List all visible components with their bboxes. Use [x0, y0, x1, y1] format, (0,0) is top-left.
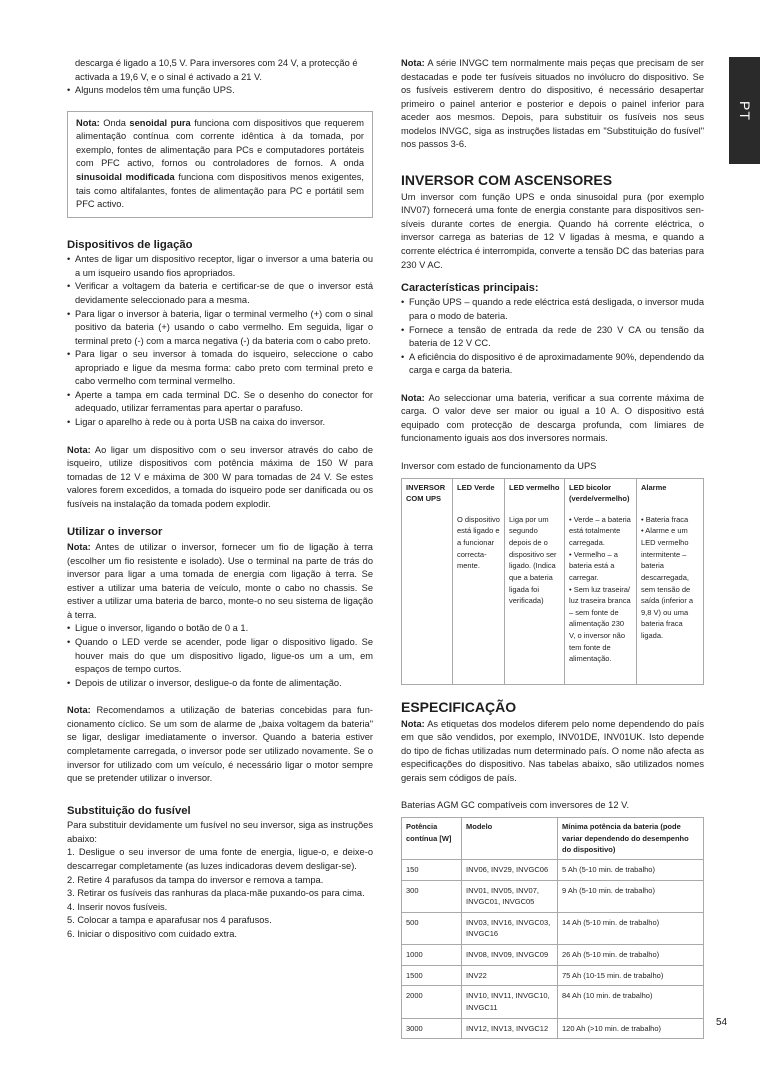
note-text: Ao seleccionar uma bateria, verificar a sua corrente máxima de carga. O valor deve ser maior ou igual a 10 A. O dispositivo está equipado com protecção de descarga profunda, com limiares de funcionamento iguais aos dos inversores normais. [401, 392, 704, 444]
note-paragraph [67, 444, 373, 512]
note-text: Onda [103, 117, 126, 128]
table-cell: INV10, INV11, INVGC10, INVGC11 [462, 986, 558, 1018]
section-body: Um inversor com função UPS e onda sinusoidal pura (por exemplo INV07) fornecerá uma fonte de energia constante para dispositivos sensíveis durante cortes de energia. Quando há corrente eléctrica, o inversor carrega as baterias de 12 V ligadas à mesma, e quando a corrente eléctrica é interrompida, converte a tensão DC das baterias para 230 V AC. [401, 191, 704, 270]
list-item: • Para ligar o inversor à bateria, ligar o terminal vermelho (+) com o sinal positivo da bateria (+) usando o cabo vermelho. Em seguida, ligar o terminal preto (-) com a marca negativa (-) da bateria com o cabo preto. [67, 308, 373, 349]
table-cell: 300 [402, 880, 462, 912]
intro-list [67, 84, 373, 98]
note-text: As etiquetas dos modelos diferem pelo nome dependendo do país em que são vendidos, por exemplo, INV01DE, INV01UK. Isto depende do tipo de fichas utilizadas num determinado país. O nome não afecta as especificações do dispositivo. Nas tabelas abaixo, são utilizados nomes gerais sem códigos de país. [401, 718, 704, 783]
table-cell: • Bateria fraca • Alarme e um LED vermelho intermitente – bateria descarregada, sem tensão de saída (inferior a 9,8 V) ou uma bateria fraca ligada. [637, 508, 704, 684]
fuse-steps [67, 846, 373, 941]
table-row [402, 859, 704, 880]
list-item: • Para ligar o seu inversor à tomada do isqueiro, seleccione o cabo apropriado e ligue da mesma forma: cabo preto com terminal preto e cabo vermelho com terminal vermelho. [67, 348, 373, 389]
table-cell: 75 Ah (10-15 min. de trabalho) [558, 965, 704, 986]
section-heading: Substituição do fusível [67, 804, 191, 817]
fuse-intro: Para substituir devidamente um fusível no seu inversor, siga as instruções abaixo: [67, 820, 373, 844]
note-label: Nota: [67, 542, 91, 553]
table-cell: 2000 [402, 986, 462, 1018]
table-cell: 500 [402, 912, 462, 944]
note-text: Antes de utilizar o inversor, fornecer um fio de ligação à terra (escolher um fio resistente e isolado). Use o terminal na parte de trás do inversor para ligar a uma tomada de energia com ligação à terra. Se estiver a utilizar uma bateria de veículo, monte o cabo no chassis. Se estiver a utilizar uma bateria de barco, monte-o no seu sistema de ligação à terra. [67, 542, 373, 620]
list-item: • Função UPS – quando a rede eléctrica está desligada, o inversor muda para o modo de bateria. [401, 296, 704, 323]
note-text: Recomendamos a utilização de baterias concebidas para funcionamento cíclico. Se um som de alarme de „baixa voltagem da bateria" se ligar, desligar imediatamente o inversor. Quando a bateria estiver completamente carregada, o inversor pode ser utilizado novamente. Se o inversor for utilizado com um veículo, é necessário ligar o motor sempre que se pretender utilizar o inversor. [67, 705, 373, 784]
table-header-cell: INVERSOR COM UPS [402, 478, 453, 508]
intro-line: descarga é ligado a 10,5 V. Para inversores com 24 V, a protecção é [75, 58, 358, 68]
list-item: • Depois de utilizar o inversor, desligue-o da fonte de alimentação. [67, 677, 373, 691]
list-item: • Quando o LED verde se acender, pode ligar o dispositivo ligado. Se houver mais do que um dispositivo ligado, ligue-os um a um, em espaços de tempo curtos. [67, 636, 373, 677]
table-header-row [402, 478, 704, 508]
note-paragraph [401, 392, 704, 446]
list-item: 1. Desligue o seu inversor de uma fonte de energia, ligue-o, e deixe-o descarregar completamente (as luzes indicadoras devem desligar-se). [67, 847, 373, 872]
note-text: funciona com dispositivos menos exigentes, tais como altifalantes, fontes de alimentação para PC e portátil sem PFC activo. [76, 171, 364, 210]
table-cell: 150 [402, 859, 462, 880]
note-text: funciona com dispositivos que requerem alimentação contínua com corrente idêntica à da tomada, por exemplo, fontes de alimentação para PCs e computadores portáteis com PFC activo, fornos ou controladores de fornos. A onda [76, 117, 365, 169]
note-label: Nota: [401, 392, 425, 403]
table-cell: • Verde – a bateria está totalmente carregada. • Vermelho – a bateria está a carregar. • Sem luz traseira/ luz traseira branca – sem fonte de alimentação 230 V, o inversor não tem fonte de alimentação. [565, 508, 637, 684]
note-label: Nota: [401, 718, 425, 729]
section-heading: INVERSOR COM ASCENSORES [401, 171, 613, 188]
table-cell: INV08, INV09, INVGC09 [462, 945, 558, 966]
note-paragraph [67, 541, 373, 622]
note-term: senoidal pura [129, 117, 191, 128]
note-text: Ao ligar um dispositivo com o seu inversor através do cabo de isqueiro, utilize dispositivos com potência máxima de 150 W para tomadas de 12 V e máxima de 300 W para tomadas de 24 V. Se estes valores forem excedidos, a tomada do isqueiro pode ser danificada ou os fusíveis na instalação da tomada podem explodir. [67, 444, 373, 509]
section-heading: Dispositivos de ligação [67, 238, 193, 251]
list-item: 4. Inserir novos fusíveis. [67, 901, 168, 912]
table-cell: INV01, INV05, INV07, INVGC01, INVGC05 [462, 880, 558, 912]
table-row [402, 508, 704, 684]
table-row [402, 880, 704, 912]
table-cell: 3000 [402, 1018, 462, 1039]
table-cell: 1000 [402, 945, 462, 966]
note-paragraph [401, 57, 704, 152]
list-item: • Ligar o aparelho à rede ou à porta USB na caixa do inversor. [67, 416, 373, 430]
table-row [402, 945, 704, 966]
list-item: • A eficiência do dispositivo é de aproximadamente 90%, dependendo da carga e carga da bateria. [401, 351, 704, 378]
list-item: • Verificar a voltagem da bateria e certificar-se de que o inversor está devidamente seleccionado para a mesma. [67, 280, 373, 307]
list-item: • Ligue o inversor, ligando o botão de 0 a 1. [67, 622, 373, 636]
note-label: Nota: [67, 444, 91, 455]
table-row [402, 965, 704, 986]
section-heading: ESPECIFICAÇÃO [401, 698, 517, 715]
table-cell: INV06, INV29, INVGC06 [462, 859, 558, 880]
note-text: A série INVGC tem normalmente mais peças que precisam de ser destacadas e pode ter fusíveis situados no invólucro do dispositivo. Se os fusíveis estiverem dentro do dispositivo, é necessário desapertar primeiro o painel anterior e posterior e depois o painel inferior para aceder aos mesmos. Depois, para substituir os fusíveis nos seus modelos INVGC, siga as instruções listadas em "Substituição do fusível" nos passos 3-6. [401, 58, 704, 150]
battery-spec-table [401, 817, 704, 1039]
table-cell: 14 Ah (5-10 min. de trabalho) [558, 912, 704, 944]
table-header-cell: LED bicolor (verde/vermelho) [565, 478, 637, 508]
table-header-cell: LED Verde [453, 478, 505, 508]
note-box-text [76, 117, 364, 212]
table-row [402, 1018, 704, 1039]
note-label: Nota: [76, 117, 100, 128]
table-cell: INV22 [462, 965, 558, 986]
list-item: • Fornece a tensão de entrada da rede de 230 V CA ou tensão da bateria de 12 V CC. [401, 324, 704, 351]
table-cell: Liga por um segundo depois de o dispositivo ser ligado. (Indica que a bateria ligada foi verificada) [505, 508, 565, 684]
language-tab-label: PT [736, 100, 753, 121]
table-cell: 5 Ah (5-10 min. de trabalho) [558, 859, 704, 880]
list-item: • Aperte a tampa em cada terminal DC. Se o desenho do conector for adequado, utilizar ferramentas para apertar o parafuso. [67, 389, 373, 416]
table-cell: 26 Ah (5-10 min. de trabalho) [558, 945, 704, 966]
table-header-cell: Alarme [637, 478, 704, 508]
intro-line: activada a 19,6 V, e o sinal é activado a 21 V. [75, 71, 262, 82]
table-cell: 84 Ah (10 min. de trabalho) [558, 986, 704, 1018]
list-item: 5. Colocar a tampa e aparafusar nos 4 parafusos. [67, 915, 272, 926]
table-caption: Baterias AGM GC compatíveis com inversores de 12 V. [401, 800, 630, 811]
note-box [67, 111, 373, 218]
table-caption: Inversor com estado de funcionamento da UPS [401, 461, 597, 472]
list-item: 3. Retirar os fusíveis das ranhuras da placa-mãe puxando-os para cima. [67, 888, 365, 899]
table-cell: INV03, INV16, INVGC03, INVGC16 [462, 912, 558, 944]
table-cell: INV12, INV13, INVGC12 [462, 1018, 558, 1039]
connect-list [67, 253, 373, 429]
table-cell [402, 508, 453, 684]
left-column [67, 57, 373, 941]
table-header-row [402, 818, 704, 860]
table-header-cell: Mínima potência da bateria (pode variar dependendo do desempenho do dispositivo) [558, 818, 704, 860]
table-row [402, 912, 704, 944]
use-list [67, 622, 373, 690]
table-cell: O dispositivo está ligado e a funcionar correctamente. [453, 508, 505, 684]
note-paragraph [67, 704, 373, 785]
table-cell: 120 Ah (>10 min. de trabalho) [558, 1018, 704, 1039]
language-tab [729, 57, 760, 164]
list-item: • Antes de ligar um dispositivo receptor, ligar o inversor a uma bateria ou a um isqueiro usando fios apropriados. [67, 253, 373, 280]
table-header-cell: Modelo [462, 818, 558, 860]
subsection-heading: Características principais: [401, 282, 539, 295]
table-row [402, 986, 704, 1018]
list-item: 6. Iniciar o dispositivo com cuidado extra. [67, 928, 238, 939]
note-term: sinusoidal modificada [76, 171, 175, 182]
right-column [401, 57, 704, 1039]
table-cell: 1500 [402, 965, 462, 986]
note-label: Nota: [67, 705, 91, 716]
note-label: Nota: [401, 58, 425, 68]
note-paragraph [401, 718, 704, 786]
table-header-cell: LED vermelho [505, 478, 565, 508]
ups-status-table [401, 478, 704, 684]
list-item: 2. Retire 4 parafusos da tampa do inversor e remova a tampa. [67, 874, 324, 885]
list-item: • Alguns modelos têm uma função UPS. [67, 84, 373, 98]
page-number: 54 [716, 1017, 728, 1028]
table-header-cell: Potência contínua [W] [402, 818, 462, 860]
table-cell: 9 Ah (5-10 min. de trabalho) [558, 880, 704, 912]
features-list [401, 296, 704, 377]
section-heading: Utilizar o inversor [67, 526, 163, 539]
